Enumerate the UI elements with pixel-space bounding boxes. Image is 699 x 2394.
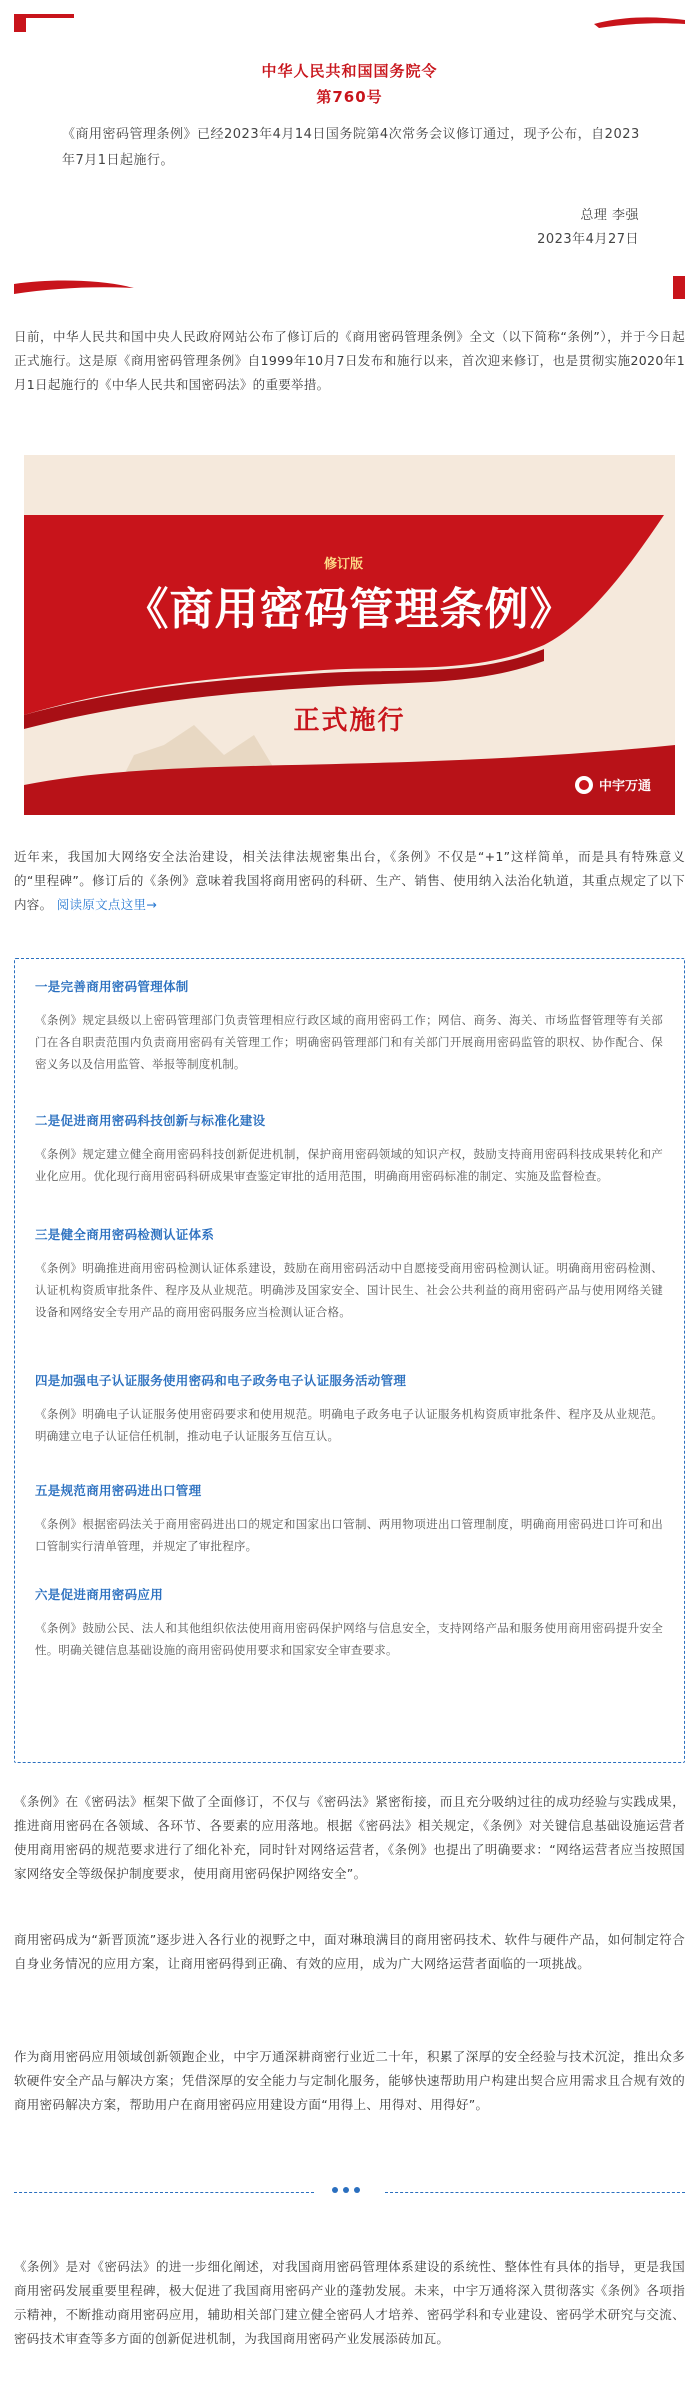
read-original-link[interactable]: 阅读原文点这里→ bbox=[56, 897, 158, 912]
summary-paragraph bbox=[14, 845, 685, 917]
decree-signer: 总理 李强 bbox=[580, 208, 639, 223]
brand-logo-text: 中宇万通 bbox=[598, 779, 651, 794]
section-divider bbox=[14, 2185, 685, 2199]
body-paragraph: 《条例》在《密码法》框架下做了全面修订，不仅与《密码法》紧密衔接，而且充分吸纳过往的成功经验与实践成果，推进商用密码在各领域、各环节、各要素的应用落地。根据《密码法》相关规定，《条例》对关键信息基础设施运营者使用商用密码的规范要求进行了细化补充，同时针对网络运营者，《条例》也提出了明确要求：“网络运营者应当按照国家网络安全等级保护制度要求，使用商用密码保护网络安全”。 bbox=[14, 1794, 685, 1881]
decree-title: 中华人民共和国国务院令 bbox=[261, 62, 438, 80]
summary-text: 近年来，我国加大网络安全法治建设，相关法律法规密集出台，《条例》不仅是“+1”这样简单，而是具有特殊意义的“里程碑”。修订后的《条例》意味着我国将商用密码的科研、生产、销售、使用纳入法治化轨道，其重点规定了以下内容。 bbox=[14, 849, 685, 912]
hero-subtitle: 正式施行 bbox=[293, 706, 406, 736]
body-paragraph: 商用密码成为“新晋顶流”逐步进入各行业的视野之中，面对琳琅满目的商用密码技术、软件与硬件产品，如何制定符合自身业务情况的应用方案，让商用密码得到正确、有效的应用，成为广大网络运营者面临的一项挑战。 bbox=[14, 1932, 685, 1971]
decree-bottom-ribbon bbox=[14, 276, 685, 299]
hero-banner bbox=[24, 455, 675, 815]
section-heading: 五是规范商用密码进出口管理 bbox=[35, 1483, 202, 1498]
section-heading: 二是促进商用密码科技创新与标准化建设 bbox=[35, 1113, 266, 1128]
brand-logo-icon bbox=[575, 776, 593, 794]
intro-paragraph: 日前，中华人民共和国中央人民政府网站公布了修订后的《商用密码管理条例》全文（以下简称“条例”），并于今日起正式施行。这是原《商用密码管理条例》自1999年10月7日发布和施行以来，首次迎来修订，也是贯彻实施2020年1月1日起施行的《中华人民共和国密码法》的重要举措。 bbox=[14, 329, 685, 392]
decree-card bbox=[14, 14, 685, 299]
hero-tag: 修订版 bbox=[324, 557, 364, 572]
section-text: 《条例》规定建立健全商用密码科技创新促进机制，保护商用密码领域的知识产权，鼓励支持商用密码科技成果转化和产业化应用。优化现行商用密码科研成果审查鉴定审批的适用范围，明确商用密码标准的制定、实施及监督检查。 bbox=[35, 1147, 663, 1183]
conclusion-paragraph: 《条例》是对《密码法》的进一步细化阐述，对我国商用密码管理体系建设的系统性、整体性有具体的指导，更是我国商用密码发展重要里程碑，极大促进了我国商用密码产业的蓬勃发展。未来，中宇万通将深入贯彻落实《条例》各项指示精神，不断推动商用密码应用，辅助相关部门建立健全密码人才培养、密码学科和专业建设、密码学术研究与交流、密码技术审查等多方面的创新促进机制，为我国商用密码产业发展添砖加瓦。 bbox=[14, 2259, 685, 2346]
section-text: 《条例》根据密码法关于商用密码进出口的规定和国家出口管制、两用物项进出口管理制度，明确商用密码进口许可和出口管制实行清单管理，并规定了审批程序。 bbox=[35, 1517, 663, 1553]
key-points-box bbox=[14, 958, 685, 1763]
section-heading: 四是加强电子认证服务使用密码和电子政务电子认证服务活动管理 bbox=[35, 1373, 407, 1388]
section-text: 《条例》明确推进商用密码检测认证体系建设，鼓励在商用密码活动中自愿接受商用密码检测认证。明确商用密码检测、认证机构资质审批条件、程序及从业规范。明确涉及国家安全、国计民生、社会公共利益的商用密码产品与使用网络关键设备和网络安全专用产品的商用密码服务应当检测认证合格。 bbox=[35, 1261, 663, 1319]
section-text: 《条例》明确电子认证服务使用密码要求和使用规范。明确电子政务电子认证服务机构资质审批条件、程序及从业规范。明确建立电子认证信任机制，推动电子认证服务互信互认。 bbox=[35, 1407, 663, 1443]
decree-date: 2023年4月27日 bbox=[537, 232, 639, 247]
section-heading: 三是健全商用密码检测认证体系 bbox=[35, 1227, 215, 1242]
decree-top-ribbon bbox=[14, 14, 685, 32]
brand-logo bbox=[575, 775, 651, 794]
section-heading: 六是促进商用密码应用 bbox=[35, 1587, 164, 1602]
decree-body: 《商用密码管理条例》已经2023年4月14日国务院第4次常务会议修订通过，现予公布，自2023年7月1日起施行。 bbox=[62, 127, 640, 168]
section-text: 《条例》鼓励公民、法人和其他组织依法使用商用密码保护网络与信息安全，支持网络产品和服务使用商用密码提升安全性。明确关键信息基础设施的商用密码使用要求和国家安全审查要求。 bbox=[35, 1621, 663, 1657]
hero-title: 《商用密码管理条例》 bbox=[124, 584, 575, 635]
section-heading: 一是完善商用密码管理体制 bbox=[35, 979, 189, 994]
section-text: 《条例》规定县级以上密码管理部门负责管理相应行政区域的商用密码工作；网信、商务、海关、市场监督管理等有关部门在各自职责范围内负责商用密码有关管理工作；明确密码管理部门和有关部门开展商用密码监管的职权、协作配合、保密义务以及信用监管、举报等制度机制。 bbox=[35, 1013, 663, 1071]
decree-number: 第760号 bbox=[316, 88, 383, 106]
body-paragraph: 作为商用密码应用领域创新领跑企业，中宇万通深耕商密行业近二十年，积累了深厚的安全经验与技术沉淀，推出众多软硬件安全产品与解决方案；凭借深厚的安全能力与定制化服务，能够快速帮助用户构建出契合应用需求且合规有效的商用密码解决方案，帮助用户在商用密码应用建设方面“用得上、用得对、用得好”。 bbox=[14, 2049, 685, 2112]
